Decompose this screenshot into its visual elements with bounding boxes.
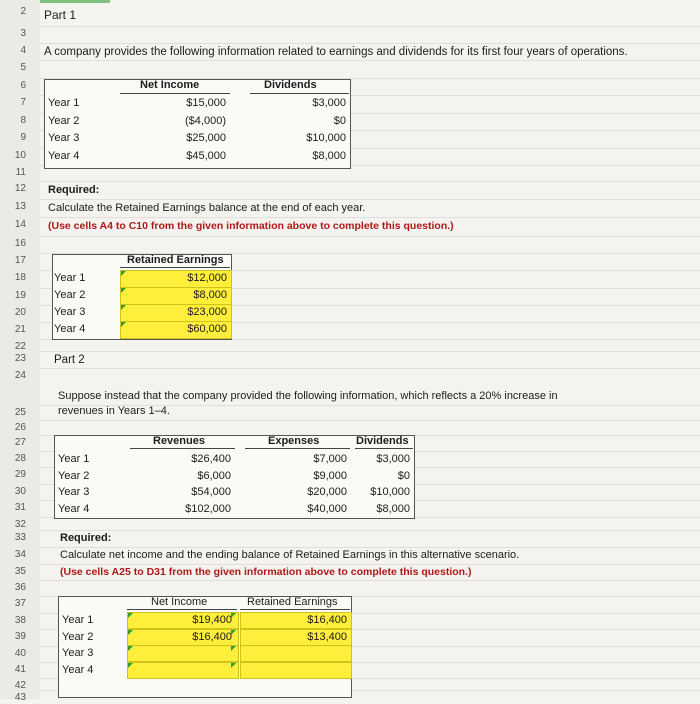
dividends-value: $3,000 [376,453,410,465]
row-number: 40 [14,648,26,659]
retained-earnings-input-cell[interactable] [240,645,352,662]
row-number: 2 [20,6,26,17]
input-indicator-icon [128,646,133,651]
part2-intro-line1: Suppose instead that the company provided the following information, which reflects a 20% increase in [58,390,558,402]
net-income-value[interactable]: $19,400 [192,614,232,626]
required1-text: Calculate the Retained Earnings balance at the end of each year. [48,202,366,214]
input-indicator-icon [128,630,133,635]
retained-earnings-value[interactable]: $8,000 [193,289,227,301]
net-income-value: ($4,000) [185,114,226,127]
row-number: 5 [20,62,26,73]
dividends-value: $3,000 [312,97,346,109]
dividends-value: $8,000 [312,149,346,162]
retained-earnings-input-cell[interactable] [240,662,352,679]
input-indicator-icon [231,646,236,651]
header-retained-earnings: Retained Earnings [127,254,224,266]
dividends-value: $0 [333,114,346,127]
row-number: 19 [14,290,26,301]
input-indicator-icon [128,613,133,618]
retained-earnings-value[interactable]: $60,000 [187,323,227,335]
required2-label: Required: [60,532,112,544]
table-row-year: Year 4 [62,663,94,676]
gridline [40,351,700,352]
table-row-year: Year 4 [48,149,80,162]
table-row-year: Year 2 [58,469,90,482]
input-indicator-icon [128,663,133,668]
retained-earnings-value[interactable]: $23,000 [187,306,227,318]
row-number: 13 [14,201,26,212]
row-number: 24 [14,370,26,381]
table-row-year: Year 1 [62,614,94,626]
retained-earnings-value[interactable]: $16,400 [307,614,347,626]
header-revenues: Revenues [153,435,205,447]
row-number: 22 [14,341,26,352]
table-row-year: Year 3 [48,132,80,144]
row-number: 34 [14,549,26,560]
row-number: 6 [20,80,26,91]
table-row-year: Year 1 [58,453,90,465]
row-number: 9 [20,132,26,143]
row-number: 20 [14,307,26,318]
header-retained-earnings-alt: Retained Earnings [247,596,338,608]
row-number: 28 [14,453,26,464]
net-income-input-cell[interactable] [127,662,239,679]
header-net-income-alt: Net Income [151,596,208,608]
net-income-value: $15,000 [186,97,226,109]
gridline [40,199,700,200]
expenses-value: $9,000 [313,469,347,482]
retained-earnings-value[interactable]: $13,400 [307,630,347,643]
row-number: 30 [14,486,26,497]
header-dividends-alt: Dividends [356,435,409,447]
table-row-year: Year 1 [54,272,86,284]
row-number: 36 [14,582,26,593]
revenues-value: $26,400 [191,453,231,465]
dividends-value: $10,000 [306,132,346,144]
input-indicator-icon [121,322,126,327]
gridline [40,420,700,421]
row-number: 26 [14,422,26,433]
input-indicator-icon [121,288,126,293]
input-indicator-icon [231,663,236,668]
net-income-value: $25,000 [186,132,226,144]
gridline [40,368,700,369]
row-number: 4 [20,45,26,56]
row-number: 38 [14,615,26,626]
row-number: 18 [14,272,26,283]
header-dividends: Dividends [264,79,317,91]
part2-intro-line2: revenues in Years 1–4. [58,405,170,417]
row-number: 29 [14,469,26,480]
row-number: 43 [14,692,26,703]
net-income-value[interactable]: $16,400 [192,630,232,643]
row-number: 17 [14,255,26,266]
gridline [40,43,700,44]
dividends-value: $0 [397,469,410,482]
required2-text: Calculate net income and the ending balance of Retained Earnings in this alternative scenario. [60,549,520,561]
dividends-value: $8,000 [376,502,410,515]
table-row-year: Year 4 [58,502,90,515]
row-number: 32 [14,519,26,530]
gridline [40,181,700,182]
table-row-year: Year 3 [58,486,90,498]
row-number: 37 [14,598,26,609]
revenues-value: $6,000 [197,469,231,482]
row-number: 14 [14,219,26,230]
row-number: 12 [14,183,26,194]
required2-hint: (Use cells A25 to D31 from the given information above to complete this question.) [60,566,472,578]
row-number: 42 [14,680,26,691]
gridline [40,530,700,531]
dividends-value: $10,000 [370,486,410,498]
revenues-value: $102,000 [185,502,231,515]
gridline [40,60,700,61]
expenses-value: $7,000 [313,453,347,465]
row-number: 3 [20,28,26,39]
row-number: 41 [14,664,26,675]
net-income-value: $45,000 [186,149,226,162]
part2-label: Part 2 [54,354,85,366]
row-number: 27 [14,437,26,448]
intro-text: A company provides the following information related to earnings and dividends for its first four years of operations. [44,46,628,58]
required1-label: Required: [48,184,100,196]
row-number: 31 [14,502,26,513]
row-number: 39 [14,631,26,642]
table-row-year: Year 2 [48,114,80,127]
gridline [40,580,700,581]
expenses-value: $40,000 [307,502,347,515]
row-number: 33 [14,532,26,543]
selection-highlight [40,0,110,3]
row-number: 10 [14,150,26,161]
table-row-year: Year 3 [54,306,86,318]
gridline [40,236,700,237]
part1-label: Part 1 [44,8,77,22]
table-row-year: Year 1 [48,97,80,109]
gridline [40,26,700,27]
table-row-year: Year 3 [62,647,94,659]
row-number: 25 [14,407,26,418]
row-number: 35 [14,566,26,577]
input-indicator-icon [121,305,126,310]
required1-hint: (Use cells A4 to C10 from the given information above to complete this question.) [48,220,454,232]
table-row-year: Year 2 [54,289,86,301]
table-row-year: Year 4 [54,323,86,335]
revenues-value: $54,000 [191,486,231,498]
net-income-input-cell[interactable] [127,645,239,662]
table-row-year: Year 2 [62,630,94,643]
row-number: 7 [20,97,26,108]
gridline [40,217,700,218]
row-number: 23 [14,353,26,364]
row-number: 8 [20,115,26,126]
header-net-income: Net Income [140,79,200,91]
header-expenses: Expenses [268,435,320,447]
retained-earnings-value[interactable]: $12,000 [187,272,227,284]
row-number: 11 [15,167,26,178]
input-indicator-icon [121,271,126,276]
expenses-value: $20,000 [307,486,347,498]
row-number: 16 [14,238,26,249]
row-number: 21 [14,324,26,335]
